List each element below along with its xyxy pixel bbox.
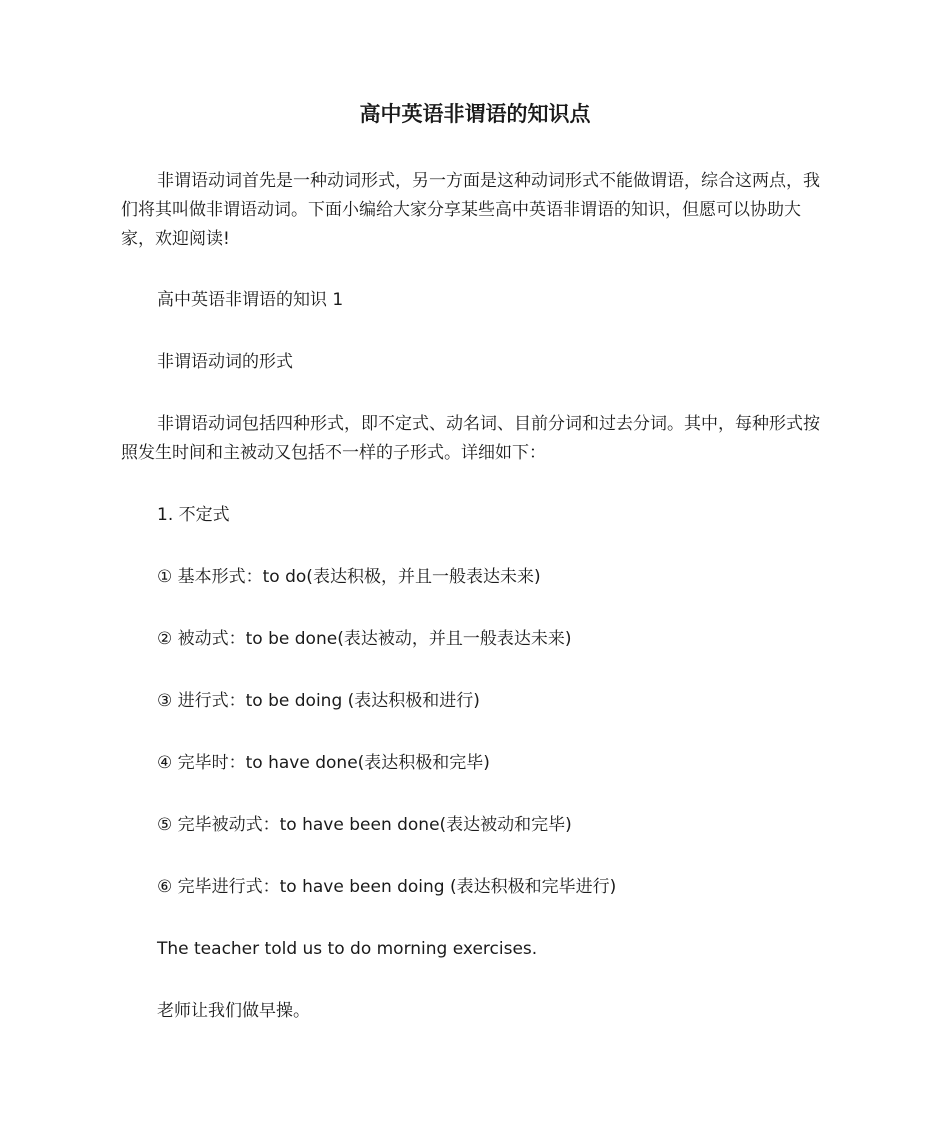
list-heading: 1. 不定式	[157, 505, 230, 525]
form-item: ② 被动式：to be done(表达被动，并且一般表达未来)	[157, 629, 572, 649]
intro-paragraph: 非谓语动词首先是一种动词形式，另一方面是这种动词形式不能做谓语，综合这两点，我们将其叫做非谓语动词。下面小编给大家分享某些高中英语非谓语的知识，但愿可以协助大家，欢迎阅读!	[121, 171, 820, 249]
form-item: ③ 进行式：to be doing (表达积极和进行)	[157, 691, 480, 711]
section-heading: 高中英语非谓语的知识 1	[157, 290, 344, 310]
form-item: ⑤ 完毕被动式：to have been done(表达被动和完毕)	[157, 815, 572, 835]
document-title: 高中英语非谓语的知识点	[359, 102, 591, 126]
example-english: The teacher told us to do morning exercises.	[157, 939, 538, 959]
form-item: ④ 完毕时：to have done(表达积极和完毕)	[157, 753, 490, 773]
form-item: ⑥ 完毕进行式：to have been doing (表达积极和完毕进行)	[157, 877, 617, 897]
form-item: ① 基本形式：to do(表达积极，并且一般表达未来)	[157, 567, 541, 587]
description-paragraph: 非谓语动词包括四种形式，即不定式、动名词、目前分词和过去分词。其中，每种形式按照发生时间和主被动又包括不一样的子形式。详细如下：	[121, 414, 820, 463]
subheading: 非谓语动词的形式	[157, 352, 293, 372]
example-chinese: 老师让我们做早操。	[157, 1001, 310, 1021]
